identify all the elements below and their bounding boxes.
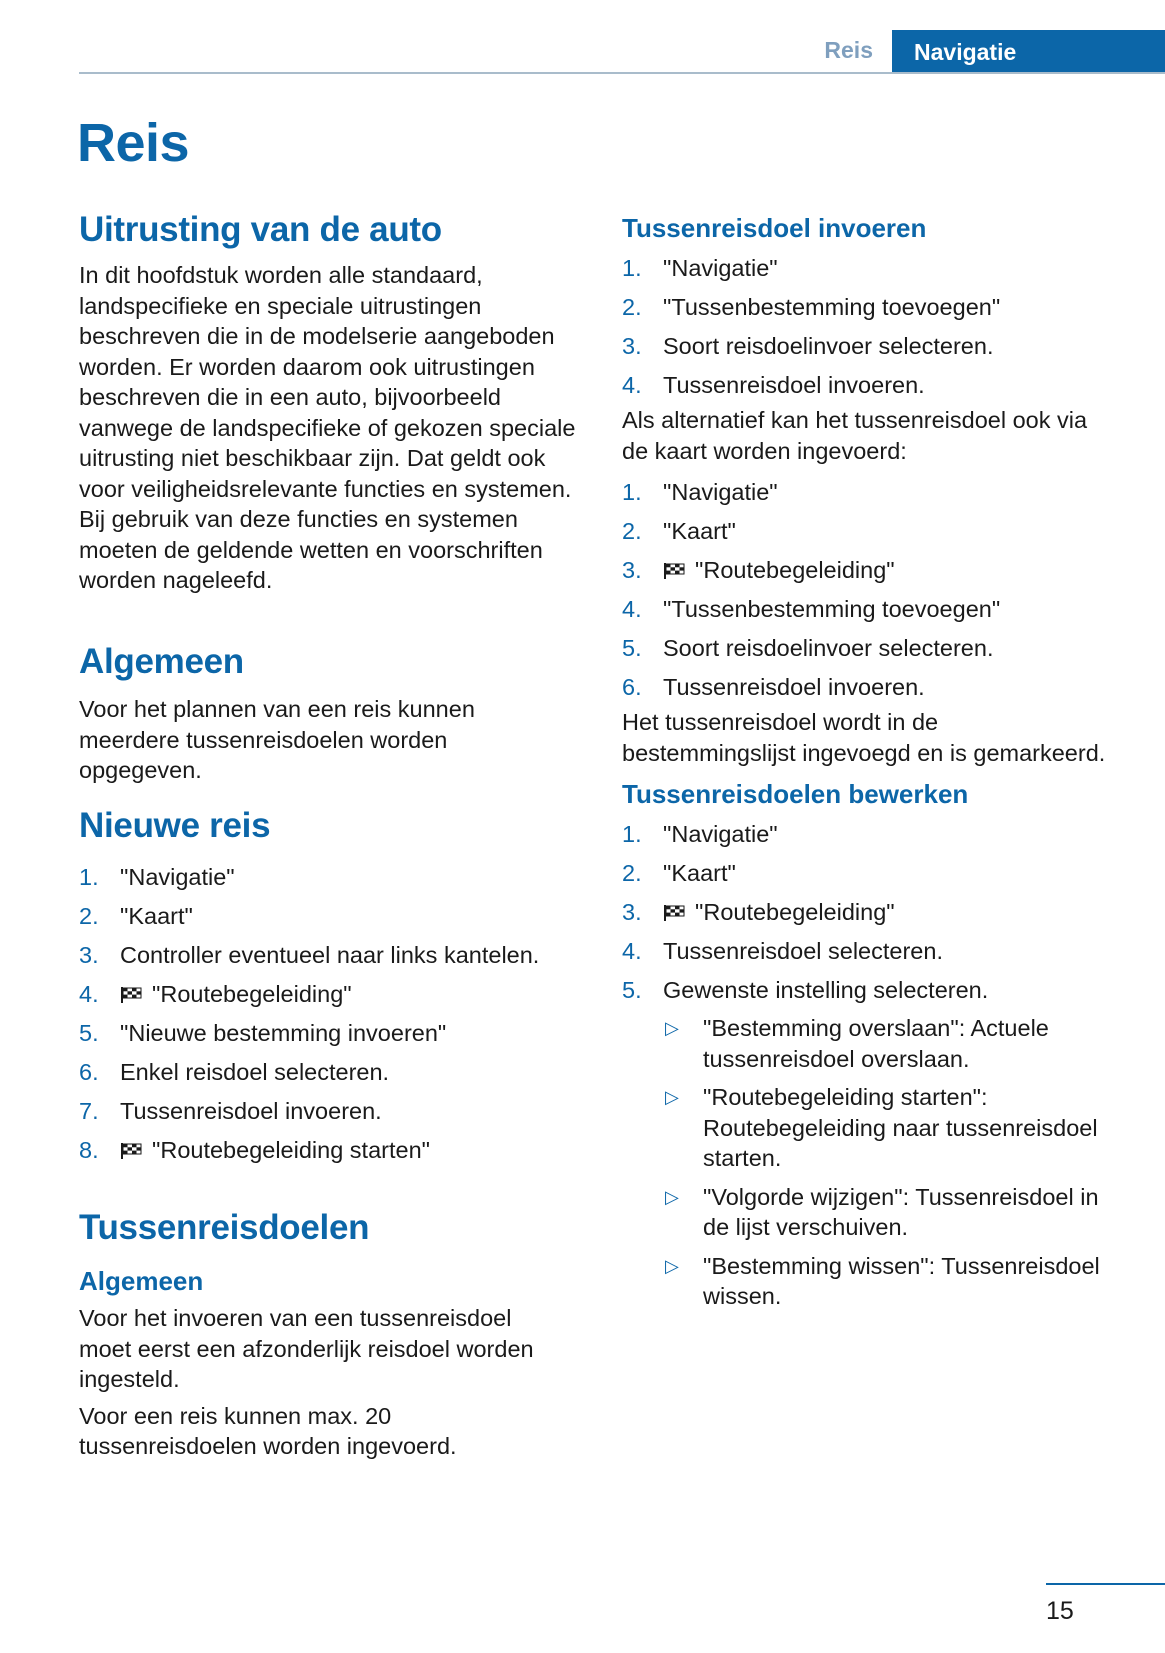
step-text: "Nieuwe bestemming invoeren" [120, 1020, 447, 1046]
waypoints-text-2: Voor een reis kunnen max. 20 tussenreisdoelen worden ingevoerd. [79, 1402, 457, 1459]
step-number: 2. [622, 860, 642, 886]
step-number: 6. [622, 674, 642, 700]
option-item [622, 1182, 1122, 1243]
edit-waypoints-steps [622, 815, 1122, 1010]
step-text: "Navigatie" [663, 255, 778, 281]
waypoints-text-1: Voor het invoeren van een tussenreisdoel moet eerst een afzonderlijk reisdoel worden ingesteld. [79, 1305, 534, 1392]
step-item [79, 858, 584, 897]
step-text: "Navigatie" [663, 479, 778, 505]
checkered-flag-icon [120, 1133, 142, 1151]
step-text: Controller eventueel naar links kantelen. [120, 942, 540, 968]
step-text: "Tussenbestemming toevoegen" [663, 596, 1001, 622]
enter-waypoint-steps [622, 249, 1122, 405]
section-edit-waypoints [622, 779, 1122, 1320]
chapter-title: Reis [77, 113, 190, 173]
step-number: 3. [622, 557, 642, 583]
step-item [622, 366, 1122, 405]
step-number: 1. [622, 479, 642, 505]
step-number: 3. [622, 899, 642, 925]
edit-options-list [622, 1013, 1122, 1312]
step-text: Enkel reisdoel selecteren. [120, 1059, 390, 1085]
step-item [79, 1053, 584, 1092]
step-item [622, 249, 1122, 288]
checkered-flag-icon [120, 977, 142, 995]
step-number: 7. [79, 1098, 99, 1124]
step-text: "Navigatie" [663, 821, 778, 847]
step-item [79, 1014, 584, 1053]
step-text: Tussenreisdoel invoeren. [663, 372, 925, 398]
step-number: 5. [622, 635, 642, 661]
step-item [622, 590, 1122, 629]
step-text: "Routebegeleiding" [695, 557, 895, 583]
step-text: "Routebegeleiding" [152, 981, 352, 1007]
step-text: "Navigatie" [120, 864, 235, 890]
step-number: 3. [622, 333, 642, 359]
heading-new-trip: Nieuwe reis [79, 806, 271, 845]
heading-edit-waypoints: Tussenreisdoelen bewerken [622, 779, 969, 809]
enter-waypoint-alt-steps [622, 473, 1122, 707]
step-item [622, 668, 1122, 707]
step-text: Tussenreisdoel invoeren. [120, 1098, 382, 1124]
step-number: 2. [79, 903, 99, 929]
step-number: 4. [79, 981, 99, 1007]
step-item [79, 975, 584, 1014]
step-item [79, 1092, 584, 1131]
option-text: "Routebegeleiding starten": Routebegeleiding naar tussenreisdoel starten. [703, 1084, 1098, 1171]
step-number: 4. [622, 596, 642, 622]
step-text: Gewenste instelling selecteren. [663, 977, 989, 1003]
step-number: 4. [622, 938, 642, 964]
option-item [622, 1251, 1122, 1312]
step-item [622, 629, 1122, 668]
section-general [79, 642, 584, 786]
step-item [622, 551, 1122, 590]
section-enter-waypoint [622, 213, 1122, 768]
step-text: "Kaart" [663, 518, 736, 544]
heading-waypoints: Tussenreisdoelen [79, 1208, 370, 1247]
heading-waypoints-general: Algemeen [79, 1266, 204, 1296]
header-section-label: Reis [824, 37, 873, 63]
step-number: 3. [79, 942, 99, 968]
section-waypoints [79, 1208, 584, 1462]
heading-enter-waypoint: Tussenreisdoel invoeren [622, 213, 927, 243]
step-number: 1. [622, 821, 642, 847]
general-text: Voor het plannen van een reis kunnen meerdere tussenreisdoelen worden opgegeven. [79, 696, 475, 783]
step-item [622, 971, 1122, 1010]
page-number: 15 [1046, 1597, 1074, 1625]
option-item [622, 1082, 1122, 1174]
step-number: 5. [79, 1020, 99, 1046]
step-text: "Tussenbestemming toevoegen" [663, 294, 1001, 320]
step-item [79, 897, 584, 936]
bullet-triangle-icon: ▷ [665, 1186, 679, 1207]
step-item [622, 327, 1122, 366]
step-text: Soort reisdoelinvoer selecteren. [663, 333, 994, 359]
step-text: Tussenreisdoel invoeren. [663, 674, 925, 700]
step-number: 1. [79, 864, 99, 890]
step-text: "Routebegeleiding starten" [152, 1137, 430, 1163]
step-item [79, 1131, 584, 1170]
enter-result-text: Het tussenreisdoel wordt in de bestemmingslijst ingevoegd en is gemarkeerd. [622, 709, 1106, 766]
step-number: 6. [79, 1059, 99, 1085]
option-text: "Bestemming wissen": Tussenreisdoel wissen. [703, 1252, 1100, 1309]
step-text: "Kaart" [120, 903, 193, 929]
section-equipment [79, 210, 584, 596]
step-item [622, 854, 1122, 893]
step-number: 8. [79, 1137, 99, 1163]
bullet-triangle-icon: ▷ [665, 1018, 679, 1038]
equipment-text: In dit hoofdstuk worden alle standaard, landspecifieke en speciale uitrustingen beschreven die in de modelserie aangeboden worden. Er worden daarom ook uitrustingen beschreven die in een auto, bijvoorbeeld vanwege de landspecifieke of gekozen speciale uitrusting niet beschikbaar zijn. Dat geldt ook voor veiligheidsrelevante functies en systemen. Bij gebruik van deze functies en systemen moeten de geldende wetten en voorschriften worden nageleefd. [79, 262, 576, 593]
step-item [622, 473, 1122, 512]
new-trip-steps [79, 858, 584, 1170]
step-number: 1. [622, 255, 642, 281]
step-text: "Kaart" [663, 860, 736, 886]
step-item [622, 815, 1122, 854]
step-text: Soort reisdoelinvoer selecteren. [663, 635, 994, 661]
header-tab-navigatie: Navigatie [892, 30, 1165, 74]
header-rule [79, 72, 1165, 74]
option-text: "Volgorde wijzigen": Tussenreisdoel in de lijst verschuiven. [703, 1183, 1099, 1240]
step-number: 2. [622, 518, 642, 544]
heading-equipment: Uitrusting van de auto [79, 210, 442, 249]
step-number: 2. [622, 294, 642, 320]
option-item [622, 1013, 1122, 1074]
checkered-flag-icon [663, 553, 685, 571]
page-number-rule [1046, 1583, 1165, 1585]
bullet-triangle-icon: ▷ [665, 1255, 679, 1276]
step-item [622, 893, 1122, 932]
step-item [622, 932, 1122, 971]
step-number: 4. [622, 372, 642, 398]
bullet-triangle-icon: ▷ [665, 1087, 679, 1107]
section-new-trip [79, 806, 584, 1170]
step-item [622, 288, 1122, 327]
option-text: "Bestemming overslaan": Actuele tussenreisdoel overslaan. [703, 1015, 1049, 1072]
checkered-flag-icon [663, 895, 685, 913]
step-text: Tussenreisdoel selecteren. [663, 938, 943, 964]
step-number: 5. [622, 977, 642, 1003]
step-item [79, 936, 584, 975]
enter-alt-text: Als alternatief kan het tussenreisdoel ook via de kaart worden ingevoerd: [622, 407, 1088, 464]
step-text: "Routebegeleiding" [695, 899, 895, 925]
step-item [622, 512, 1122, 551]
heading-general: Algemeen [79, 642, 244, 681]
